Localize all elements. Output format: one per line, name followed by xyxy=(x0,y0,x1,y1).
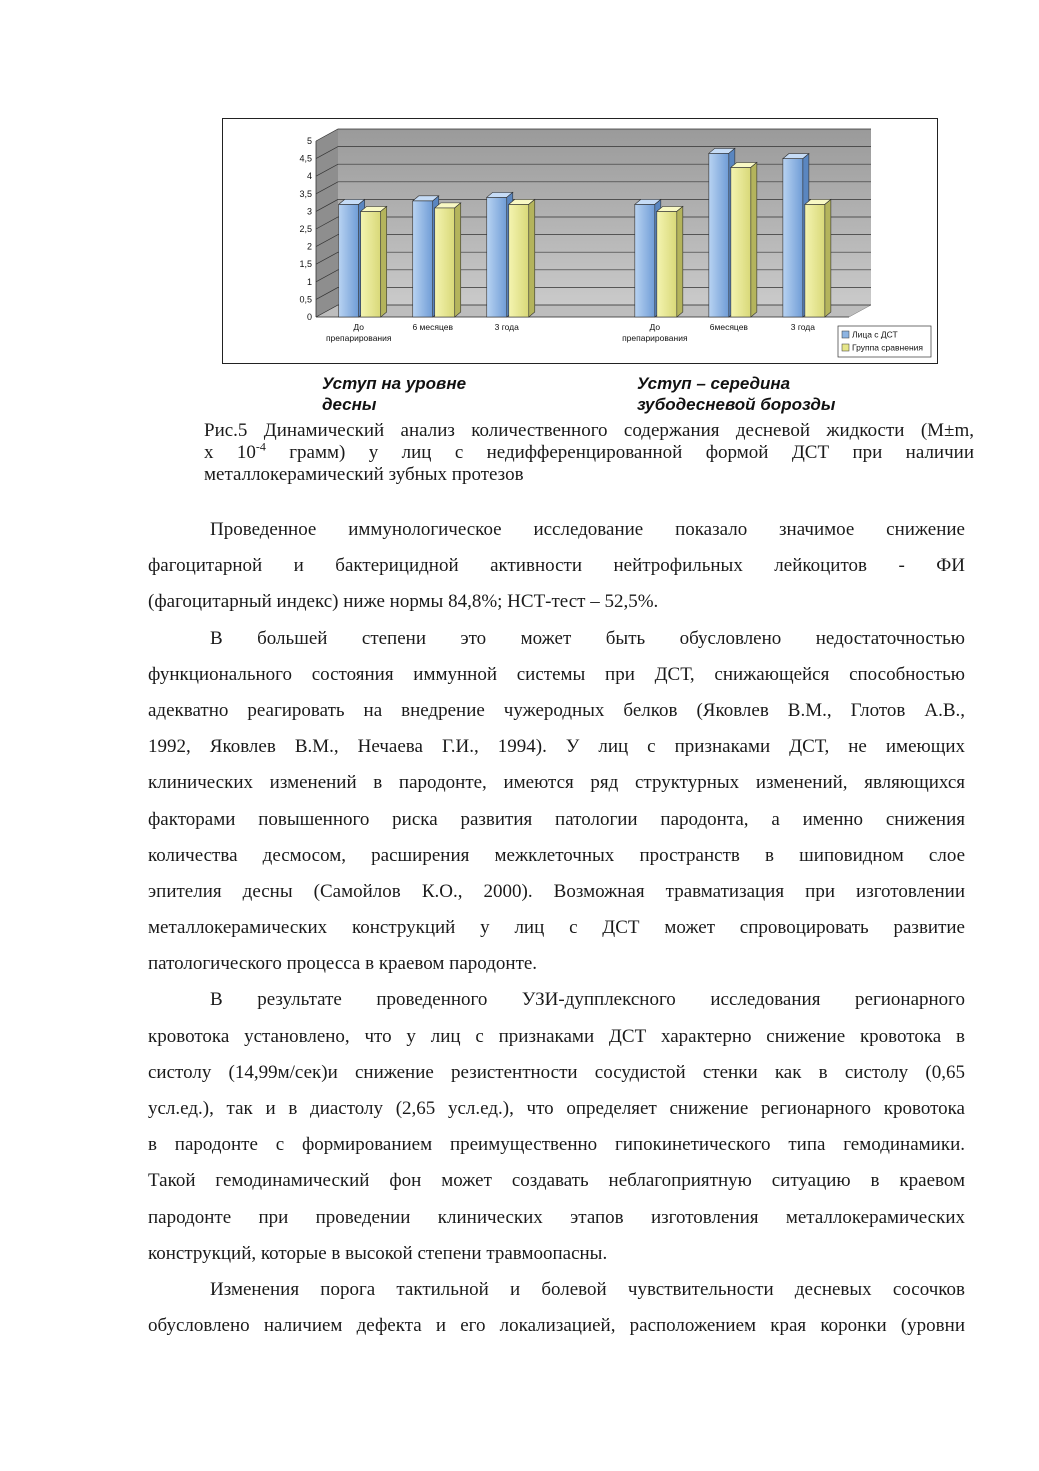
bar-series-1 xyxy=(413,201,433,317)
text-line: Проведенное иммунологическое исследование показало значимое снижение xyxy=(210,519,965,540)
text-line: металлокерамических конструкций у лиц с ДСТ может спровоцировать развитие xyxy=(148,917,965,939)
y-tick-label: 4 xyxy=(306,171,312,182)
y-tick-label: 0 xyxy=(306,312,312,322)
chart-canvas xyxy=(223,119,937,363)
group-caption-gum-level xyxy=(322,373,522,415)
y-tick-label: 5 xyxy=(306,136,312,146)
text-line: факторами повышенного риска развития патологии пародонта, а именно снижения xyxy=(148,808,965,830)
y-tick-label: 1,5 xyxy=(299,259,312,270)
caption-number: 10 xyxy=(236,442,256,463)
paragraph xyxy=(148,512,965,621)
text-line: В большей степени это может быть обусловлено недостаточностью xyxy=(210,627,965,649)
text-line: пародонте при проведении клинических этапов изготовления металлокерамических xyxy=(148,1206,965,1228)
y-tick-label: 3 xyxy=(306,206,312,217)
figure-caption xyxy=(204,420,974,486)
text-line: адекватно реагировать на внедрение чужеродных белков (Яковлев В.М., Глотов А.В., xyxy=(148,699,965,721)
x-tick-label: препарирования xyxy=(622,333,688,343)
text-line: 1992, Яковлев В.М., Нечаева Г.И., 1994). У лиц с признаками ДСТ, не имеющих xyxy=(148,736,965,758)
group-caption-sulcus-middle xyxy=(637,373,897,415)
caption-word: ДСТ xyxy=(791,442,830,463)
y-tick-label: 4,5 xyxy=(299,153,312,164)
bar-series-1 xyxy=(783,159,803,317)
caption-word: недифференцированной xyxy=(486,442,683,463)
paragraph xyxy=(148,982,965,1272)
text-line: количества десмосом, расширения межклеточных пространств в шиповидном слое xyxy=(148,844,965,866)
x-tick-label: До xyxy=(649,322,661,332)
caption-word: с xyxy=(454,442,464,463)
bar-series-2-side xyxy=(455,203,461,317)
caption-word: х xyxy=(204,442,214,463)
text-line: функционального состояния иммунной системы при ДСТ, снижающейся способностью xyxy=(148,663,965,685)
caption-word: лиц xyxy=(401,442,432,463)
body-text xyxy=(148,512,965,1344)
group-caption-line: Уступ – середина xyxy=(637,374,791,393)
text-line: клинических изменений в пародонте, имеются ряд структурных изменений, являющихся xyxy=(148,772,965,794)
text-line: эпителия десны (Самойлов К.О., 2000). Возможная травматизация при изготовлении xyxy=(148,880,965,902)
text-line: систолу (14,99м/сек)и снижение резистентности сосудистой стенки как в систолу (0,65 xyxy=(148,1061,965,1083)
text-line: патологического процесса в краевом пародонте. xyxy=(148,953,538,975)
legend-swatch xyxy=(842,344,849,351)
legend-label: Лица с ДСТ xyxy=(852,329,898,340)
text-line: усл.ед.), так и в диастолу (2,65 усл.ед.), что определяет снижение регионарного кровотока xyxy=(148,1098,965,1119)
y-tick-label: 0,5 xyxy=(299,294,312,305)
y-tick-label: 1 xyxy=(306,276,312,287)
caption-word: у xyxy=(368,442,379,463)
text-line: (фагоцитарный индекс) ниже нормы 84,8%; НСТ-тест – 52,5%. xyxy=(148,591,659,613)
x-tick-label: До xyxy=(353,322,365,332)
y-tick-label: 2,5 xyxy=(299,224,312,234)
caption-word: грамм) xyxy=(289,442,346,463)
bar-series-2-side xyxy=(529,199,535,317)
x-tick-label: препарирования xyxy=(325,333,392,343)
bar-series-1 xyxy=(487,197,507,317)
text-line: обусловлено наличием дефекта и его локализацией, расположением края коронки (уровни xyxy=(148,1315,965,1337)
x-tick-label: 3 года xyxy=(494,322,519,332)
x-tick-label: 6 месяцев xyxy=(412,322,454,332)
figure-caption-line-1: Рис.5 Динамический анализ количественного содержания десневой жидкости (М±m, xyxy=(204,420,974,441)
paragraph xyxy=(148,1272,965,1344)
legend-label: Группа сравнения xyxy=(852,342,923,353)
bar-series-2-side xyxy=(677,206,683,317)
text-line: в пародонте с формированием преимущественно гипокинетического типа гемодинамики. xyxy=(148,1134,965,1156)
bar-series-2 xyxy=(435,208,455,317)
paragraph xyxy=(148,621,965,983)
y-tick-label: 2 xyxy=(306,241,312,252)
bar-series-1 xyxy=(635,204,655,317)
figure-caption-line-3: металлокерамический зубных протезов xyxy=(204,464,524,485)
caption-word: при xyxy=(852,442,883,463)
bar-series-2-side xyxy=(751,162,757,317)
caption-exponent: -4 xyxy=(255,439,266,454)
text-line: Такой гемодинамический фон может создавать неблагоприятную ситуацию в краевом xyxy=(148,1170,965,1192)
group-caption-line: десны xyxy=(322,395,377,414)
text-line: конструкций, которые в высокой степени травмоопасны. xyxy=(148,1242,608,1264)
legend-swatch xyxy=(842,331,849,338)
bar-series-2 xyxy=(731,167,751,317)
group-caption-line: зубодесневой борозды xyxy=(637,395,836,414)
caption-word: формой xyxy=(705,442,769,463)
text-line: кровотока установлено, что у лиц с признаками ДСТ характерно снижение кровотока в xyxy=(148,1025,965,1047)
caption-word xyxy=(236,439,266,464)
x-tick-label: 3 года xyxy=(790,322,815,332)
x-tick-label: 6месяцев xyxy=(709,322,748,332)
figure-caption-line-2 xyxy=(204,439,974,464)
bar-series-1 xyxy=(709,153,729,317)
text-line: В результате проведенного УЗИ-дупплексного исследования регионарного xyxy=(210,989,965,1011)
bar-series-2 xyxy=(509,204,529,317)
bar-series-2-side xyxy=(825,199,831,317)
group-caption-line: Уступ на уровне xyxy=(322,374,467,393)
y-tick-label: 3,5 xyxy=(299,188,312,199)
bar-chart xyxy=(222,118,938,364)
text-line: фагоцитарной и бактерицидной активности нейтрофильных лейкоцитов - ФИ xyxy=(148,555,965,577)
bar-series-2 xyxy=(361,211,381,317)
caption-word: наличии xyxy=(905,442,974,463)
text-line: Изменения порога тактильной и болевой чувствительности десневых сосочков xyxy=(210,1278,965,1300)
bar-series-2 xyxy=(657,211,677,317)
bar-series-2-side xyxy=(381,206,387,317)
bar-series-1 xyxy=(339,204,359,317)
bar-series-2 xyxy=(805,204,825,317)
